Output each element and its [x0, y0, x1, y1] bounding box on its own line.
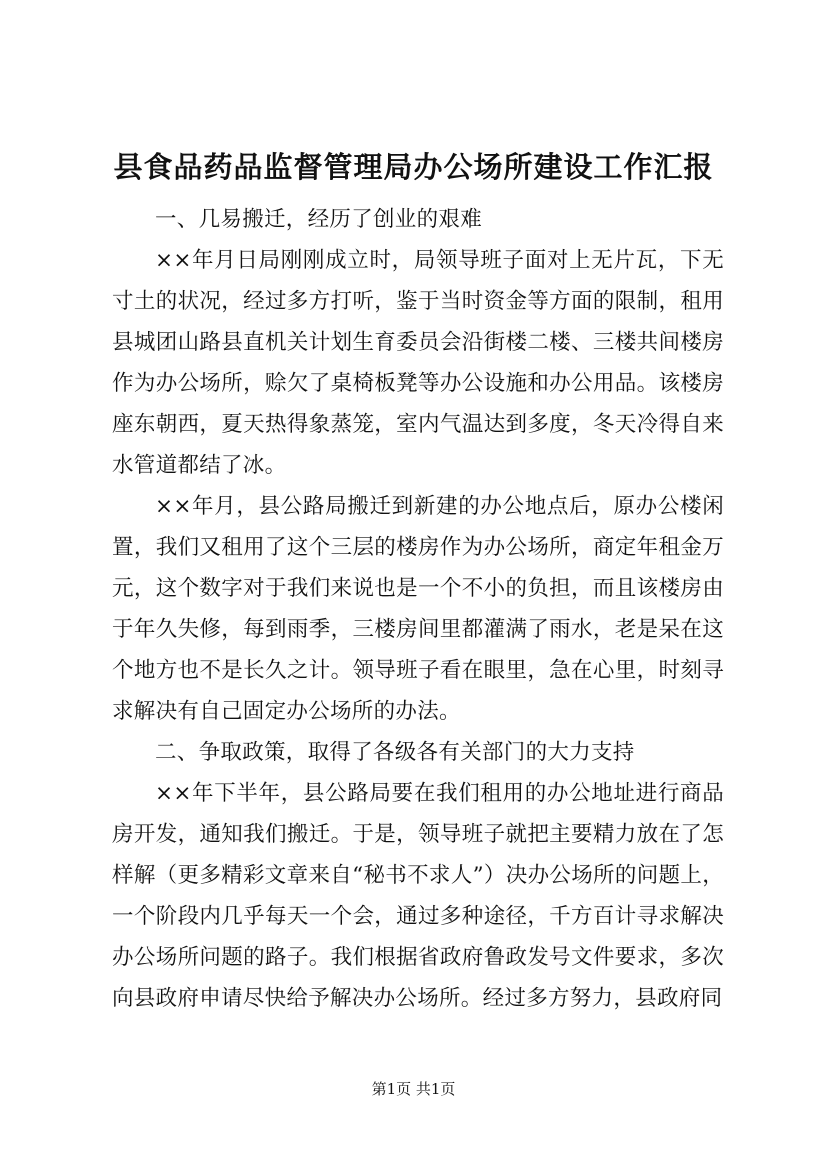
document-title: 县食品药品监督管理局办公场所建设工作汇报	[113, 150, 714, 184]
section-heading: 一、几易搬迁，经历了创业的艰难	[155, 207, 483, 232]
paragraph: ××年下半年，县公路局要在我们租用的办公地址进行商品房开发，通知我们搬迁。于是，领导班子就把主要精力放在了怎样解（更多精彩文章来自“秘书不求人”）决办公场所的问题上，一个阶段内几乎每天一个会，通过多种途径，千方百计寻求解决办公场所问题的路子。我们根据省政府鲁政发号文件要求，多次向县政府申请尽快给予解决办公场所。经过多方努力，县政府同	[112, 781, 724, 1011]
page-footer: 第1页 共1页	[371, 1080, 456, 1098]
paragraph: ××年月，县公路局搬迁到新建的办公地点后，原办公楼闲置，我们又租用了这个三层的楼房作为办公场所，商定年租金万元，这个数字对于我们来说也是一个不小的负担，而且该楼房由于年久失修，每到雨季，三楼房间里都灌满了雨水，老是呆在这个地方也不是长久之计。领导班子看在眼里，急在心里，时刻寻求解决有自己固定办公场所的办法。	[112, 494, 724, 724]
paragraph: ××年月日局刚刚成立时，局领导班子面对上无片瓦，下无寸土的状况，经过多方打听，鉴于当时资金等方面的限制，租用县城团山路县直机关计划生育委员会沿街楼二楼、三楼共间楼房作为办公场所，赊欠了桌椅板凳等办公设施和办公用品。该楼房座东朝西，夏天热得象蒸笼，室内气温达到多度，冬天冷得自来水管道都结了冰。	[112, 248, 724, 478]
section-heading: 二、争取政策，取得了各级各有关部门的大力支持	[155, 740, 635, 765]
document-body	[112, 199, 724, 1019]
